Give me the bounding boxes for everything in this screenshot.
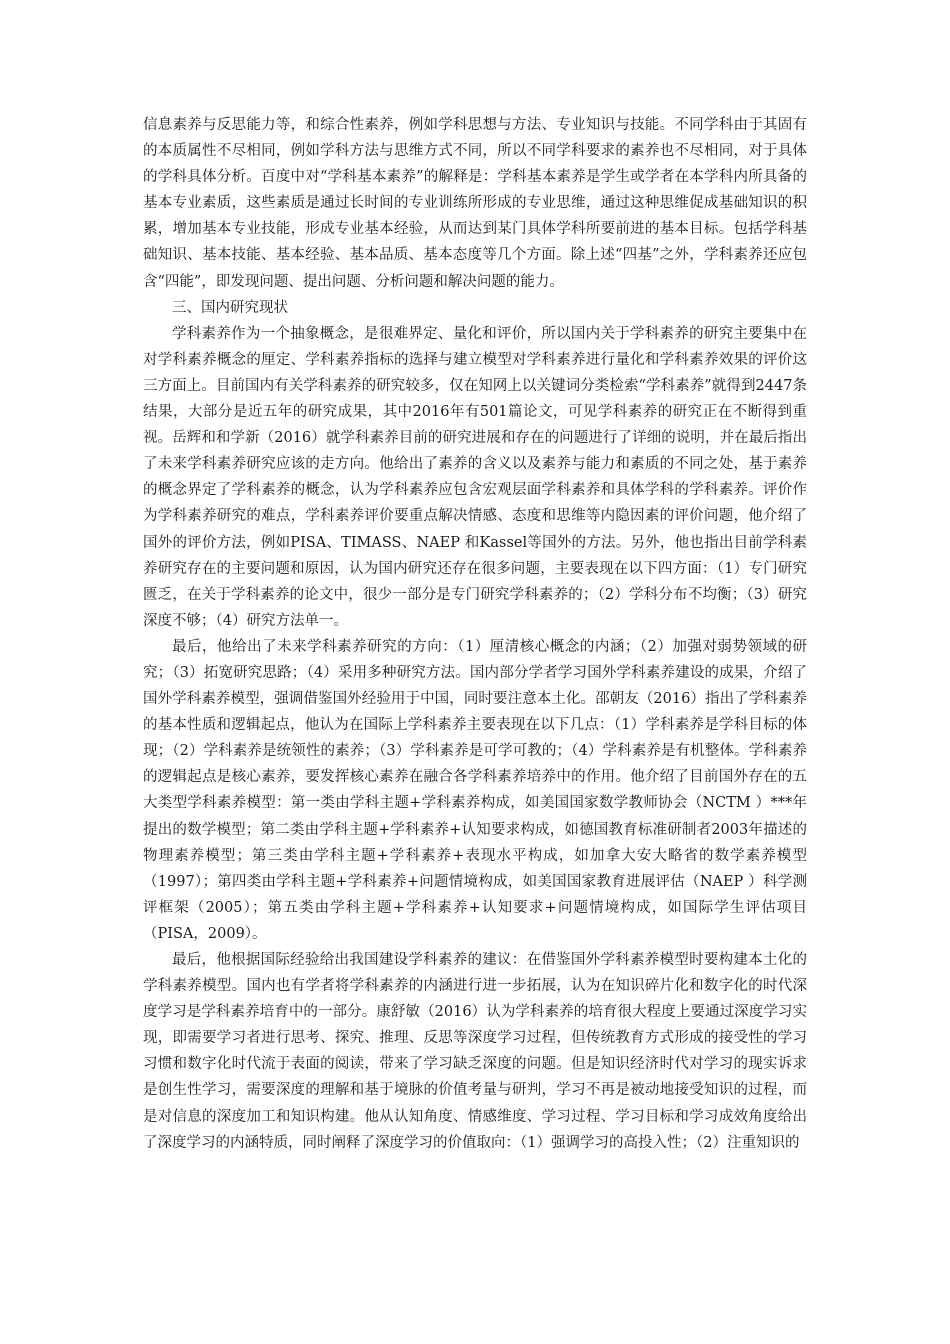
document-body — [143, 112, 807, 1156]
paragraph-future-directions: 最后，他给出了未来学科素养研究的方向：（1）厘清核心概念的内涵；（2）加强对弱势领域的研究；（3）拓宽研究思路；（4）采用多种研究方法。国内部分学者学习国外学科素养建设的成果，介绍了国外学科素养模型，强调借鉴国外经验用于中国，同时要注意本土化。邵朝友（2016）指出了学科素养的基本性质和逻辑起点，他认为在国际上学科素养主要表现在以下几点：（1）学科素养是学科目标的体现；（2）学科素养是统领性的素养；（3）学科素养是可学可教的；（4）学科素养是有机整体。学科素养的逻辑起点是核心素养，要发挥核心素养在融合各学科素养培养中的作用。他介绍了目前国外存在的五大类型学科素养模型：第一类由学科主题+学科素养构成，如美国国家数学教师协会（NCTM ）***年提出的数学模型；第二类由学科主题+学科素养+认知要求构成，如德国教育标准研制者2003年描述的物理素养模型；第三类由学科主题+学科素养+表现水平构成，如加拿大安大略省的数学素养模型（1997）；第四类由学科主题+学科素养+问题情境构成，如美国国家教育进展评估（NAEP ）科学测评框架（2005）；第五类由学科主题+学科素养+认知要求+问题情境构成，如国际学生评估项目（PISA，2009）。 — [143, 638, 807, 942]
paragraph-domestic-research: 学科素养作为一个抽象概念，是很难界定、量化和评价，所以国内关于学科素养的研究主要集中在对学科素养概念的厘定、学科素养指标的选择与建立模型对学科素养进行量化和学科素养效果的评价这三方面上。目前国内有关学科素养的研究较多，仅在知网上以关键词分类检索“学科素养”就得到2447条结果，大部分是近五年的研究成果，其中2016年有501篇论文，可见学科素养的研究正在不断得到重视。岳辉和和学新（2016）就学科素养目前的研究进展和存在的问题进行了详细的说明，并在最后指出了未来学科素养研究应该的走方向。他给出了素养的含义以及素养与能力和素质的不同之处，基于素养的概念界定了学科素养的概念，认为学科素养应包含宏观层面学科素养和具体学科的学科素养。评价作为学科素养研究的难点，学科素养评价要重点解决情感、态度和思维等内隐因素的评价问题，他介绍了国外的评价方法，例如PISA、TIMASS、NAEP 和Kassel等国外的方法。另外，他也指出目前学科素养研究存在的主要问题和原因，认为国内研究还存在很多问题，主要表现在以下四方面：（1）专门研究匮乏，在关于学科素养的论文中，很少一部分是专门研究学科素养的；（2）学科分布不均衡；（3）研究深度不够；（4）研究方法单一。 — [143, 325, 807, 629]
paragraph-intro-continuation: 信息素养与反思能力等，和综合性素养，例如学科思想与方法、专业知识与技能。不同学科由于其固有的本质属性不尽相同，例如学科方法与思维方式不同，所以不同学科要求的素养也不尽相同，对于具体的学科具体分析。百度中对“学科基本素养”的解释是：学科基本素养是学生或学者在本学科内所具备的基本专业素质，这些素质是通过长时间的专业训练所形成的专业思维，通过这种思维促成基础知识的积累，增加基本专业技能，形成专业基本经验，从而达到某门具体学科所要前进的基本目标。包括学科基础知识、基本技能、基本经验、基本品质、基本态度等几个方面。除上述“四基”之外，学科素养还应包含“四能”，即发现问题、提出问题、分析问题和解决问题的能力。 — [143, 117, 807, 290]
paragraph-deep-learning: 最后，他根据国际经验给出我国建设学科素养的建议：在借鉴国外学科素养模型时要构建本土化的学科素养模型。国内也有学者将学科素养的内涵进行进一步拓展，认为在知识碎片化和数字化的时代深度学习是学科素养培育中的一部分。康舒敏（2016）认为学科素养的培育很大程度上要通过深度学习实现，即需要学习者进行思考、探究、推理、反思等深度学习过程，但传统教育方式形成的接受性的学习习惯和数字化时代流于表面的阅读，带来了学习缺乏深度的问题。但是知识经济时代对学习的现实诉求是创生性学习，需要深度的理解和基于境脉的价值考量与研判，学习不再是被动地接受知识的过程，而是对信息的深度加工和知识构建。他从认知角度、情感维度、学习过程、学习目标和学习成效角度给出了深度学习的内涵特质，同时阐释了深度学习的价值取向：（1）强调学习的高投入性；（2）注重知识的 — [143, 952, 807, 1151]
section-heading-domestic-research: 三、国内研究现状 — [172, 299, 288, 316]
